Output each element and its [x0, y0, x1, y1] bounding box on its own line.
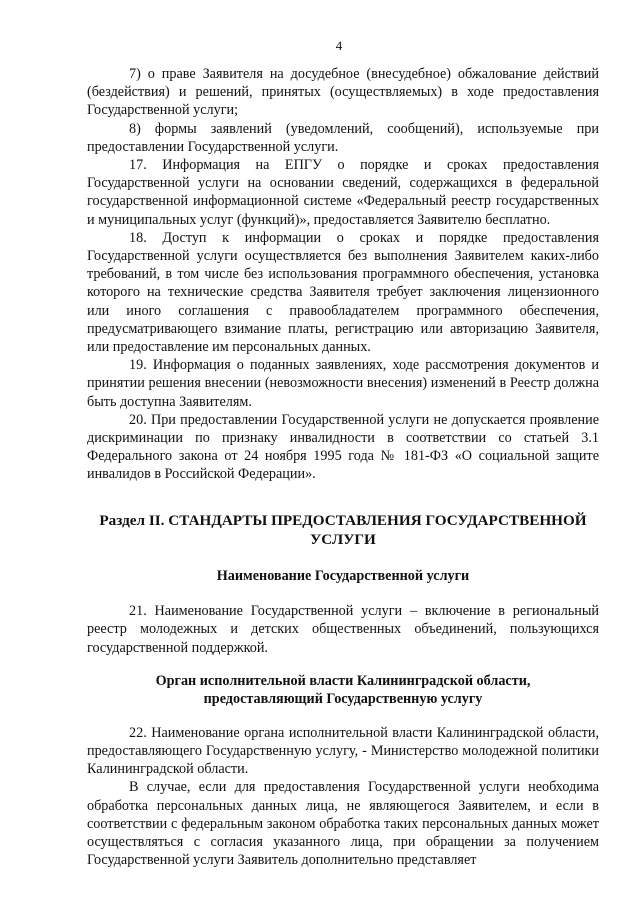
paragraph-22: 22. Наименование органа исполнительной власти Калининградской области, предоставляющего Государственную услугу, - Министерство молодежной политики Калининградской области.: [87, 724, 599, 778]
subheading-authority-line1: Орган исполнительной власти Калининградской области,: [155, 672, 531, 689]
subheading-authority: [87, 672, 599, 709]
paragraph-20: 20. При предоставлении Государственной услуги не допускается проявление дискриминации по признаку инвалидности в соответствии со статьей 3.1 Федерального закона от 24 ноября 1995 года № 181-ФЗ «О социальной защите инвалидов в Российской Федерации».: [87, 411, 599, 483]
document-body: [87, 65, 599, 869]
paragraph-item-8: 8) формы заявлений (уведомлений, сообщений), используемые при предоставлении Государственной услуги.: [87, 120, 599, 155]
subheading-service-name: Наименование Государственной услуги: [216, 567, 470, 584]
paragraph-item-7: 7) о праве Заявителя на досудебное (внесудебное) обжалование действий (бездействия) и решений, принятых (осуществляемых) в ходе предоставления Государственной услуги;: [87, 66, 599, 119]
paragraph-17: 17. Информация на ЕПГУ о порядке и сроках предоставления Государственной услуги на основании сведений, содержащихся в федеральной государственной информационной системе «Федеральный реестр государственных и муниципальных услуг (функций)», предоставляется Заявителю бесплатно.: [87, 157, 599, 228]
paragraph-22-continuation: В случае, если для предоставления Государственной услуги необходима обработка персональных данных лица, не являющегося Заявителем, и если в соответствии с федеральным законом обработка таких персональных данных может осуществляться с согласия указанного лица, при обращении за получением Государственной услуги Заявитель дополнительно представляет: [87, 779, 599, 869]
paragraph-21: 21. Наименование Государственной услуги – включение в региональный реестр молодежных и детских общественных объединений, пользующихся государственной поддержкой.: [87, 603, 599, 656]
paragraph-18: 18. Доступ к информации о сроках и порядке предоставления Государственной услуги осуществляется без выполнения Заявителем каких-либо требований, в том числе без использования программного обеспечения, установка которого на технические средства Заявителя требует заключения лицензионного или иного соглашения с правообладателем программного обеспечения, предусматривающего взимание платы, регистрацию или авторизацию Заявителя, или предоставление им персональных данных.: [87, 229, 599, 356]
page-number: 4: [335, 38, 343, 53]
section-title: Раздел II. СТАНДАРТЫ ПРЕДОСТАВЛЕНИЯ ГОСУДАРСТВЕННОЙ УСЛУГИ: [99, 511, 587, 549]
subheading-authority-line2: предоставляющий Государственную услугу: [203, 691, 483, 708]
paragraph-19: 19. Информация о поданных заявлениях, ходе рассмотрения документов и принятии решения внесении (невозможности внесения) изменений в Реестр должна быть доступна Заявителям.: [87, 357, 599, 410]
